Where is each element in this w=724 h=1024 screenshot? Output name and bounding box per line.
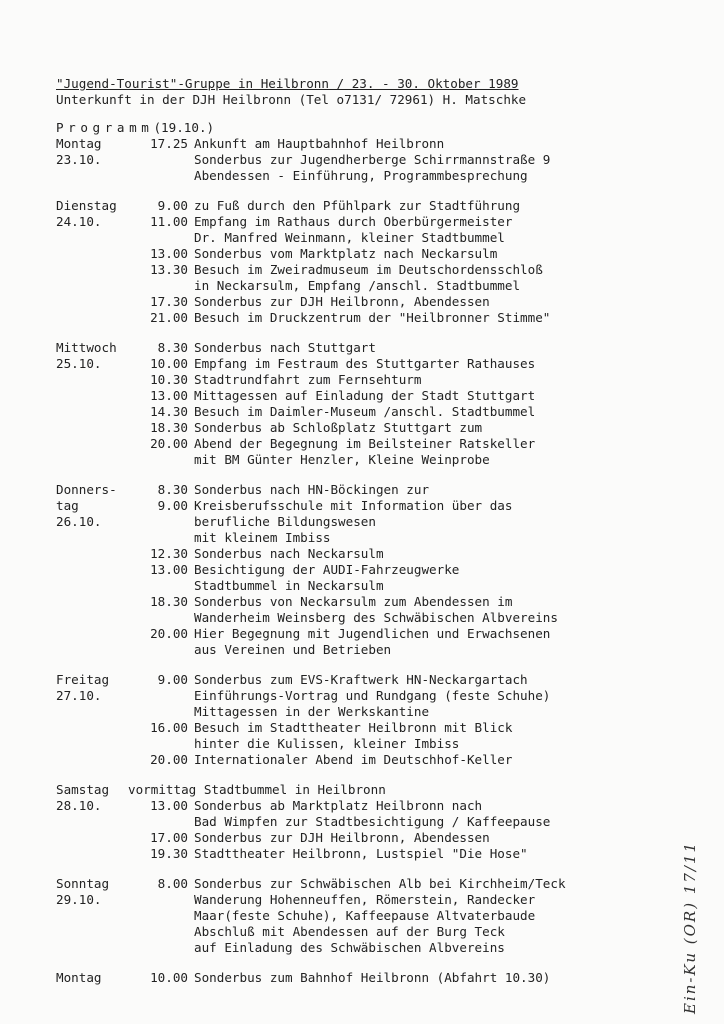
schedule-row <box>56 892 656 908</box>
day-block <box>56 672 656 768</box>
day-label: Dienstag <box>56 198 117 213</box>
entry-time-empty <box>128 278 194 294</box>
entry-text: Sonderbus zur DJH Heilbronn, Abendessen <box>194 294 490 309</box>
entry-time: 9.00 <box>157 198 188 213</box>
entry-text: Sonderbus nach Stuttgart <box>194 340 376 355</box>
schedule-row <box>56 876 656 892</box>
day-label: 27.10. <box>56 688 102 703</box>
day-label: 26.10. <box>56 514 102 529</box>
day-label-empty <box>56 310 128 326</box>
schedule-row <box>56 594 656 610</box>
schedule-row <box>56 830 656 846</box>
day-label-empty <box>56 846 128 862</box>
day-label: Montag <box>56 136 102 151</box>
entry-time: 10.00 <box>150 356 188 371</box>
entry-text: Besichtigung der AUDI-Fahrzeugwerke <box>194 562 460 577</box>
day-label-empty <box>56 404 128 420</box>
entry-text: Mittagessen auf Einladung der Stadt Stuttgart <box>194 388 536 403</box>
schedule-row <box>56 688 656 704</box>
entry-text: Dr. Manfred Weinmann, kleiner Stadtbummel <box>194 230 505 245</box>
entry-time-empty <box>128 578 194 594</box>
margin-note-text: Ein-Ku (OR) 17/11 <box>681 840 699 1014</box>
entry-text: Empfang im Festraum des Stuttgarter Rathauses <box>194 356 536 371</box>
entry-time: 10.30 <box>150 372 188 387</box>
day-block <box>56 876 656 956</box>
entry-text: Kreisberufsschule mit Information über das <box>194 498 513 513</box>
day-block <box>56 198 656 326</box>
entry-time: 20.00 <box>150 752 188 767</box>
entry-text: Bad Wimpfen zur Stadtbesichtigung / Kaffeepause <box>194 814 551 829</box>
entry-text: Stadttheater Heilbronn, Lustspiel "Die Hose" <box>194 846 528 861</box>
schedule <box>56 136 656 986</box>
day-label-empty <box>56 294 128 310</box>
schedule-row <box>56 814 656 830</box>
entry-time: 13.00 <box>150 562 188 577</box>
schedule-row <box>56 372 656 388</box>
entry-time-empty <box>128 610 194 626</box>
schedule-row <box>56 514 656 530</box>
day-label-empty <box>56 594 128 610</box>
day-label: Samstag <box>56 782 110 797</box>
entry-text: Sonderbus zum Bahnhof Heilbronn (Abfahrt 10.30) <box>194 970 551 985</box>
schedule-row <box>56 498 656 514</box>
entry-time: 18.30 <box>150 594 188 609</box>
day-label-empty <box>56 610 128 626</box>
entry-time-empty <box>128 168 194 184</box>
day-label: 25.10. <box>56 356 102 371</box>
document-body <box>56 76 656 986</box>
day-label-empty <box>56 940 128 956</box>
entry-time: 10.00 <box>150 970 188 985</box>
schedule-row <box>56 152 656 168</box>
entry-text: Mittagessen in der Werkskantine <box>194 704 430 719</box>
entry-text: Sonderbus ab Marktplatz Heilbronn nach <box>194 798 483 813</box>
entry-text: Maar(feste Schuhe), Kaffeepause Altvaterbaude <box>194 908 536 923</box>
entry-text: mit BM Günter Henzler, Kleine Weinprobe <box>194 452 490 467</box>
entry-time: 9.00 <box>157 498 188 513</box>
entry-text: Ankunft am Hauptbahnhof Heilbronn <box>194 136 445 151</box>
entry-text: in Neckarsulm, Empfang /anschl. Stadtbummel <box>194 278 521 293</box>
day-label-empty <box>56 530 128 546</box>
programm-heading <box>56 120 656 136</box>
schedule-row <box>56 940 656 956</box>
handwritten-margin-note <box>676 828 724 1018</box>
day-label: 23.10. <box>56 152 102 167</box>
schedule-row <box>56 704 656 720</box>
day-label-empty <box>56 262 128 278</box>
schedule-row <box>56 752 656 768</box>
entry-text: Internationaler Abend im Deutschhof-Keller <box>194 752 513 767</box>
entry-time: 13.30 <box>150 262 188 277</box>
day-label-empty <box>56 246 128 262</box>
schedule-row <box>56 562 656 578</box>
entry-time-empty <box>128 530 194 546</box>
entry-text: Sonderbus ab Schloßplatz Stuttgart zum <box>194 420 483 435</box>
entry-text: Sonderbus nach Neckarsulm <box>194 546 384 561</box>
day-label-empty <box>56 436 128 452</box>
entry-time-empty <box>128 642 194 658</box>
entry-time: 20.00 <box>150 626 188 641</box>
schedule-row <box>56 136 656 152</box>
day-label-empty <box>56 420 128 436</box>
entry-time-empty <box>128 814 194 830</box>
schedule-row <box>56 610 656 626</box>
schedule-row <box>56 294 656 310</box>
day-label: Sonntag <box>56 876 110 891</box>
day-label-empty <box>56 924 128 940</box>
schedule-row <box>56 452 656 468</box>
entry-text: Besuch im Druckzentrum der "Heilbronner Stimme" <box>194 310 551 325</box>
schedule-row <box>56 388 656 404</box>
day-label-empty <box>56 546 128 562</box>
entry-text: Besuch im Daimler-Museum /anschl. Stadtbummel <box>194 404 536 419</box>
schedule-row <box>56 278 656 294</box>
schedule-row <box>56 782 656 798</box>
entry-text: auf Einladung des Schwäbischen Albvereins <box>194 940 505 955</box>
entry-time-empty <box>128 924 194 940</box>
day-label-empty <box>56 830 128 846</box>
programm-date: (19.10.) <box>153 120 215 135</box>
entry-text: Wanderung Hohenneuffen, Römerstein, Randecker <box>194 892 536 907</box>
schedule-row <box>56 310 656 326</box>
schedule-row <box>56 214 656 230</box>
day-block <box>56 482 656 658</box>
day-label-empty <box>56 908 128 924</box>
schedule-row <box>56 736 656 752</box>
day-label: 24.10. <box>56 214 102 229</box>
entry-time-empty <box>128 704 194 720</box>
header-title: "Jugend-Tourist"-Gruppe in Heilbronn / 23. - 30. Oktober 1989 <box>56 76 519 91</box>
day-label: Donners- <box>56 482 117 497</box>
entry-text: Sonderbus vom Marktplatz nach Neckarsulm <box>194 246 498 261</box>
entry-text: Sonderbus zur DJH Heilbronn, Abendessen <box>194 830 490 845</box>
day-block <box>56 340 656 468</box>
day-label: 29.10. <box>56 892 102 907</box>
day-label: Freitag <box>56 672 110 687</box>
entry-time: 8.30 <box>157 340 188 355</box>
entry-time: 8.30 <box>157 482 188 497</box>
day-label: Mittwoch <box>56 340 117 355</box>
schedule-row <box>56 924 656 940</box>
schedule-row <box>56 908 656 924</box>
entry-time-empty <box>128 152 194 168</box>
entry-time: 13.00 <box>150 388 188 403</box>
entry-text: Empfang im Rathaus durch Oberbürgermeister <box>194 214 513 229</box>
entry-text: Stadtbummel in Neckarsulm <box>194 578 384 593</box>
entry-text: Sonderbus nach HN-Böckingen zur <box>194 482 430 497</box>
entry-text: Sonderbus zur Jugendherberge Schirrmannstraße 9 <box>194 152 551 167</box>
entry-text: Sonderbus zum EVS-Kraftwerk HN-Neckargartach <box>194 672 528 687</box>
schedule-row <box>56 672 656 688</box>
day-label-empty <box>56 814 128 830</box>
day-block <box>56 136 656 184</box>
entry-time: 16.00 <box>150 720 188 735</box>
schedule-row <box>56 262 656 278</box>
entry-text: Sonderbus von Neckarsulm zum Abendessen im <box>194 594 513 609</box>
entry-text: Abschluß mit Abendessen auf der Burg Teck <box>194 924 505 939</box>
entry-time: 17.00 <box>150 830 188 845</box>
entry-time-empty <box>128 908 194 924</box>
schedule-row <box>56 340 656 356</box>
entry-time-empty <box>128 940 194 956</box>
entry-time-empty <box>128 230 194 246</box>
entry-text: Besuch im Zweiradmuseum im Deutschordensschloß <box>194 262 543 277</box>
day-label-empty <box>56 372 128 388</box>
schedule-row <box>56 578 656 594</box>
day-intro: vormittag Stadtbummel in Heilbronn <box>128 782 386 797</box>
entry-time-empty <box>128 736 194 752</box>
entry-time: 14.30 <box>150 404 188 419</box>
day-label-empty <box>56 168 128 184</box>
entry-time-empty <box>128 514 194 530</box>
entry-time: 21.00 <box>150 310 188 325</box>
entry-time: 13.00 <box>150 798 188 813</box>
entry-text: Stadtrundfahrt zum Fernsehturm <box>194 372 422 387</box>
schedule-row <box>56 846 656 862</box>
entry-time: 20.00 <box>150 436 188 451</box>
schedule-row <box>56 798 656 814</box>
entry-text: Besuch im Stadttheater Heilbronn mit Blick <box>194 720 513 735</box>
entry-text: Abendessen - Einführung, Programmbesprechung <box>194 168 528 183</box>
day-label: 28.10. <box>56 798 102 813</box>
schedule-row <box>56 436 656 452</box>
schedule-row <box>56 420 656 436</box>
day-label-empty <box>56 720 128 736</box>
day-label-empty <box>56 452 128 468</box>
entry-time-empty <box>128 452 194 468</box>
day-label: Montag <box>56 970 102 985</box>
schedule-row <box>56 404 656 420</box>
schedule-row <box>56 356 656 372</box>
entry-text: Sonderbus zur Schwäbischen Alb bei Kirchheim/Teck <box>194 876 566 891</box>
schedule-row <box>56 626 656 642</box>
entry-time: 17.25 <box>150 136 188 151</box>
day-label-empty <box>56 578 128 594</box>
header-accommodation: Unterkunft in der DJH Heilbronn (Tel o7131/ 72961) H. Matschke <box>56 92 527 107</box>
day-label-empty <box>56 752 128 768</box>
day-label-empty <box>56 626 128 642</box>
entry-time-empty <box>128 688 194 704</box>
entry-text: hinter die Kulissen, kleiner Imbiss <box>194 736 460 751</box>
day-label-empty <box>56 642 128 658</box>
entry-text: aus Vereinen und Betrieben <box>194 642 392 657</box>
day-label-empty <box>56 736 128 752</box>
entry-time: 13.00 <box>150 246 188 261</box>
entry-text: Hier Begegnung mit Jugendlichen und Erwachsenen <box>194 626 551 641</box>
entry-time: 18.30 <box>150 420 188 435</box>
day-label-empty <box>56 562 128 578</box>
entry-time-empty <box>128 892 194 908</box>
schedule-row <box>56 720 656 736</box>
entry-time: 12.30 <box>150 546 188 561</box>
entry-text: Wanderheim Weinsberg des Schwäbischen Albvereins <box>194 610 558 625</box>
day-label-empty <box>56 704 128 720</box>
schedule-row <box>56 198 656 214</box>
day-label-empty <box>56 230 128 246</box>
day-block <box>56 782 656 862</box>
schedule-row <box>56 168 656 184</box>
day-label-empty <box>56 388 128 404</box>
schedule-row <box>56 530 656 546</box>
entry-time: 11.00 <box>150 214 188 229</box>
schedule-row <box>56 546 656 562</box>
entry-text: Abend der Begegnung im Beilsteiner Ratskeller <box>194 436 536 451</box>
day-label-empty <box>56 278 128 294</box>
schedule-row <box>56 246 656 262</box>
entry-time: 8.00 <box>157 876 188 891</box>
entry-text: mit kleinem Imbiss <box>194 530 331 545</box>
schedule-row <box>56 642 656 658</box>
schedule-row <box>56 970 656 986</box>
schedule-row <box>56 230 656 246</box>
day-label: tag <box>56 498 79 513</box>
entry-text: berufliche Bildungswesen <box>194 514 376 529</box>
entry-text: Einführungs-Vortrag und Rundgang (feste Schuhe) <box>194 688 551 703</box>
day-block <box>56 970 656 986</box>
entry-text: zu Fuß durch den Pfühlpark zur Stadtführung <box>194 198 521 213</box>
programm-label: Programm <box>56 120 154 135</box>
schedule-row <box>56 482 656 498</box>
entry-time: 19.30 <box>150 846 188 861</box>
entry-time: 17.30 <box>150 294 188 309</box>
entry-time: 9.00 <box>157 672 188 687</box>
